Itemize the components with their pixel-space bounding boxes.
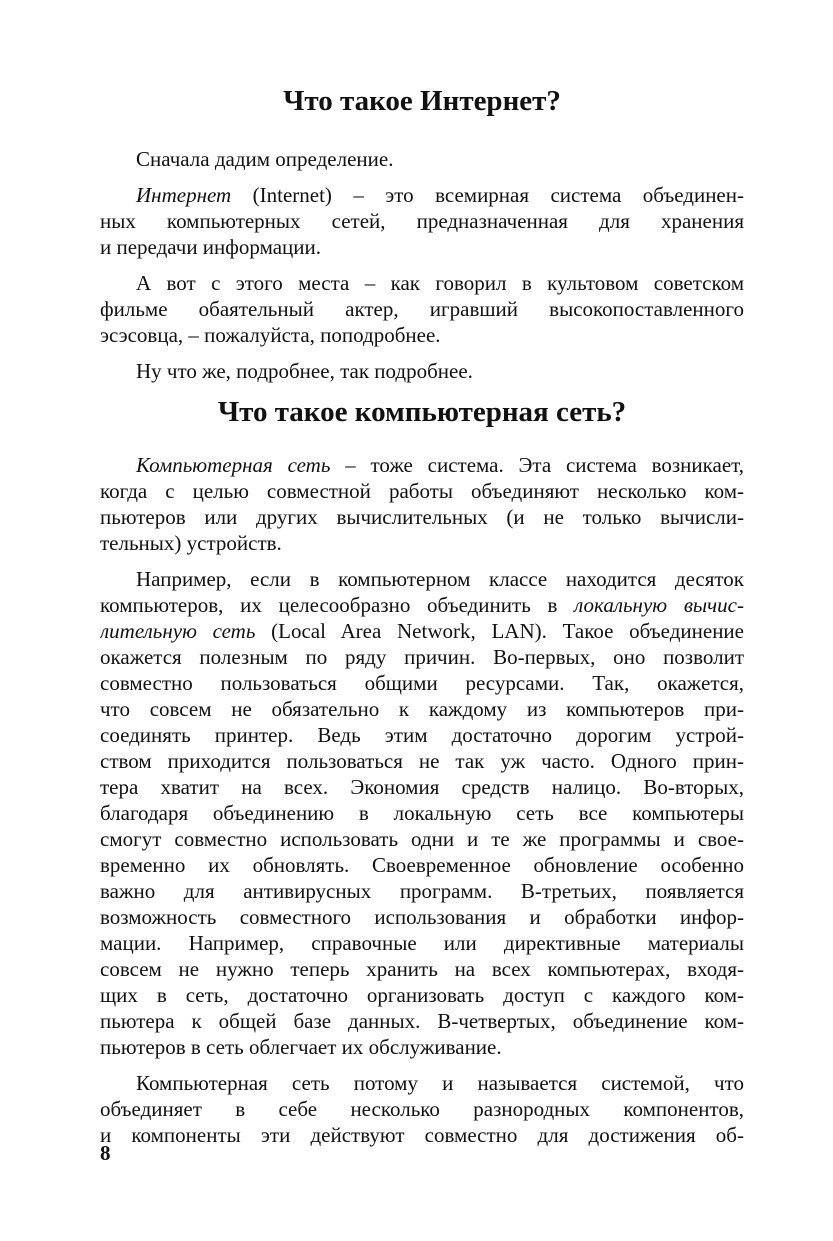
paragraph-gap bbox=[100, 348, 744, 358]
text-line bbox=[100, 618, 744, 644]
text-line bbox=[100, 748, 744, 774]
paragraph bbox=[100, 182, 744, 260]
text-line bbox=[100, 452, 744, 478]
text-run: тера хватит на всех. Экономия средств налицо. Во-вторых, bbox=[100, 775, 744, 799]
text-run: и передачи информации. bbox=[100, 235, 322, 259]
text-run: (Internet) – это всемирная система объединен- bbox=[231, 183, 744, 207]
text-run: компьютеров, их целесообразно объединить в bbox=[100, 593, 575, 617]
text-run: Ну что же, подробнее, так подробнее. bbox=[136, 359, 473, 383]
section-body-internet bbox=[100, 146, 744, 384]
text-line bbox=[100, 800, 744, 826]
text-line bbox=[100, 930, 744, 956]
text-line bbox=[100, 1070, 744, 1096]
text-line bbox=[100, 904, 744, 930]
text-run: тельных) устройств. bbox=[100, 531, 282, 555]
italic-term: Интернет bbox=[136, 183, 232, 207]
text-run: смогут совместно использовать одни и те же программы и свое- bbox=[100, 827, 744, 851]
text-run: важно для антивирусных программ. В-третьих, появляется bbox=[100, 879, 744, 903]
text-line bbox=[100, 826, 744, 852]
text-run: ством приходится пользоваться не так уж часто. Одного прин- bbox=[100, 749, 744, 773]
text-line bbox=[100, 670, 744, 696]
paragraph-gap bbox=[100, 260, 744, 270]
paragraph-gap bbox=[100, 556, 744, 566]
text-run: совместно пользоваться общими ресурсами. Так, окажется, bbox=[100, 671, 744, 695]
text-run: ных компьютерных сетей, предназначенная для хранения bbox=[100, 209, 744, 233]
text-run: окажется полезным по ряду причин. Во-первых, оно позволит bbox=[100, 645, 744, 669]
text-line bbox=[100, 878, 744, 904]
text-run: когда с целью совместной работы объединяют несколько ком- bbox=[100, 479, 744, 503]
text-line bbox=[100, 982, 744, 1008]
text-run: благодаря объединению в локальную сеть все компьютеры bbox=[100, 801, 744, 825]
text-line bbox=[100, 566, 744, 592]
italic-term: Компьютерная сеть bbox=[136, 453, 331, 477]
text-line bbox=[100, 530, 744, 556]
section-heading-internet: Что такое Интернет? bbox=[283, 85, 561, 117]
text-run: пьютеров или других вычислительных (и не только вычисли- bbox=[100, 505, 744, 529]
text-run: эсэсовца, – пожалуйста, поподробнее. bbox=[100, 323, 441, 347]
paragraph-gap bbox=[100, 1060, 744, 1070]
text-run: совсем не нужно теперь хранить на всех компьютерах, входя- bbox=[100, 957, 744, 981]
text-run: соединять принтер. Ведь этим достаточно дорогим устрой- bbox=[100, 723, 744, 747]
paragraph bbox=[100, 146, 744, 172]
text-line bbox=[100, 1122, 744, 1148]
text-run: А вот с этого места – как говорил в культовом советском bbox=[136, 271, 744, 295]
text-line bbox=[100, 852, 744, 878]
paragraph bbox=[100, 358, 744, 384]
text-line bbox=[100, 322, 744, 348]
page-number: 8 bbox=[100, 1141, 111, 1165]
text-run: – тоже система. Эта система возникает, bbox=[330, 453, 744, 477]
paragraph bbox=[100, 452, 744, 556]
text-run: и компоненты эти действуют совместно для достижения об- bbox=[100, 1123, 744, 1147]
text-line bbox=[100, 478, 744, 504]
text-line bbox=[100, 774, 744, 800]
italic-term: локальную вычис- bbox=[574, 593, 744, 617]
text-line bbox=[100, 182, 744, 208]
text-line bbox=[100, 234, 744, 260]
text-line bbox=[100, 1096, 744, 1122]
text-line bbox=[100, 1008, 744, 1034]
text-line bbox=[100, 644, 744, 670]
section-heading-computer-network: Что такое компьютерная сеть? bbox=[217, 396, 627, 428]
text-line bbox=[100, 722, 744, 748]
text-run: объединяет в себе несколько разнородных компонентов, bbox=[100, 1097, 744, 1121]
text-run: фильме обаятельный актер, игравший высокопоставленного bbox=[100, 297, 744, 321]
text-run: возможность совместного использования и обработки инфор- bbox=[100, 905, 744, 929]
section-body-computer-network bbox=[100, 452, 744, 1148]
text-line bbox=[100, 1034, 744, 1060]
paragraph bbox=[100, 1070, 744, 1148]
text-run: Например, если в компьютерном классе находится десяток bbox=[136, 567, 744, 591]
text-run: (Local Area Network, LAN). Такое объединение bbox=[255, 619, 744, 643]
text-run: щих в сеть, достаточно организовать доступ с каждого ком- bbox=[100, 983, 744, 1007]
text-line bbox=[100, 358, 744, 384]
text-run: мации. Например, справочные или директивные материалы bbox=[100, 931, 744, 955]
text-line bbox=[100, 208, 744, 234]
text-line bbox=[100, 270, 744, 296]
italic-term: лительную сеть bbox=[100, 619, 256, 643]
text-line bbox=[100, 146, 744, 172]
paragraph-gap bbox=[100, 172, 744, 182]
text-run: Компьютерная сеть потому и называется системой, что bbox=[136, 1071, 744, 1095]
paragraph bbox=[100, 566, 744, 1060]
text-run: что совсем не обязательно к каждому из компьютеров при- bbox=[100, 697, 744, 721]
text-line bbox=[100, 504, 744, 530]
paragraph bbox=[100, 270, 744, 348]
text-line bbox=[100, 592, 744, 618]
text-line bbox=[100, 956, 744, 982]
text-run: пьютера к общей базе данных. В-четвертых, объединение ком- bbox=[100, 1009, 744, 1033]
text-line bbox=[100, 696, 744, 722]
text-line bbox=[100, 296, 744, 322]
text-run: временно их обновлять. Своевременное обновление особенно bbox=[100, 853, 744, 877]
text-run: Сначала дадим определение. bbox=[136, 147, 394, 171]
text-run: пьютеров в сеть облегчает их обслуживание. bbox=[100, 1035, 502, 1059]
